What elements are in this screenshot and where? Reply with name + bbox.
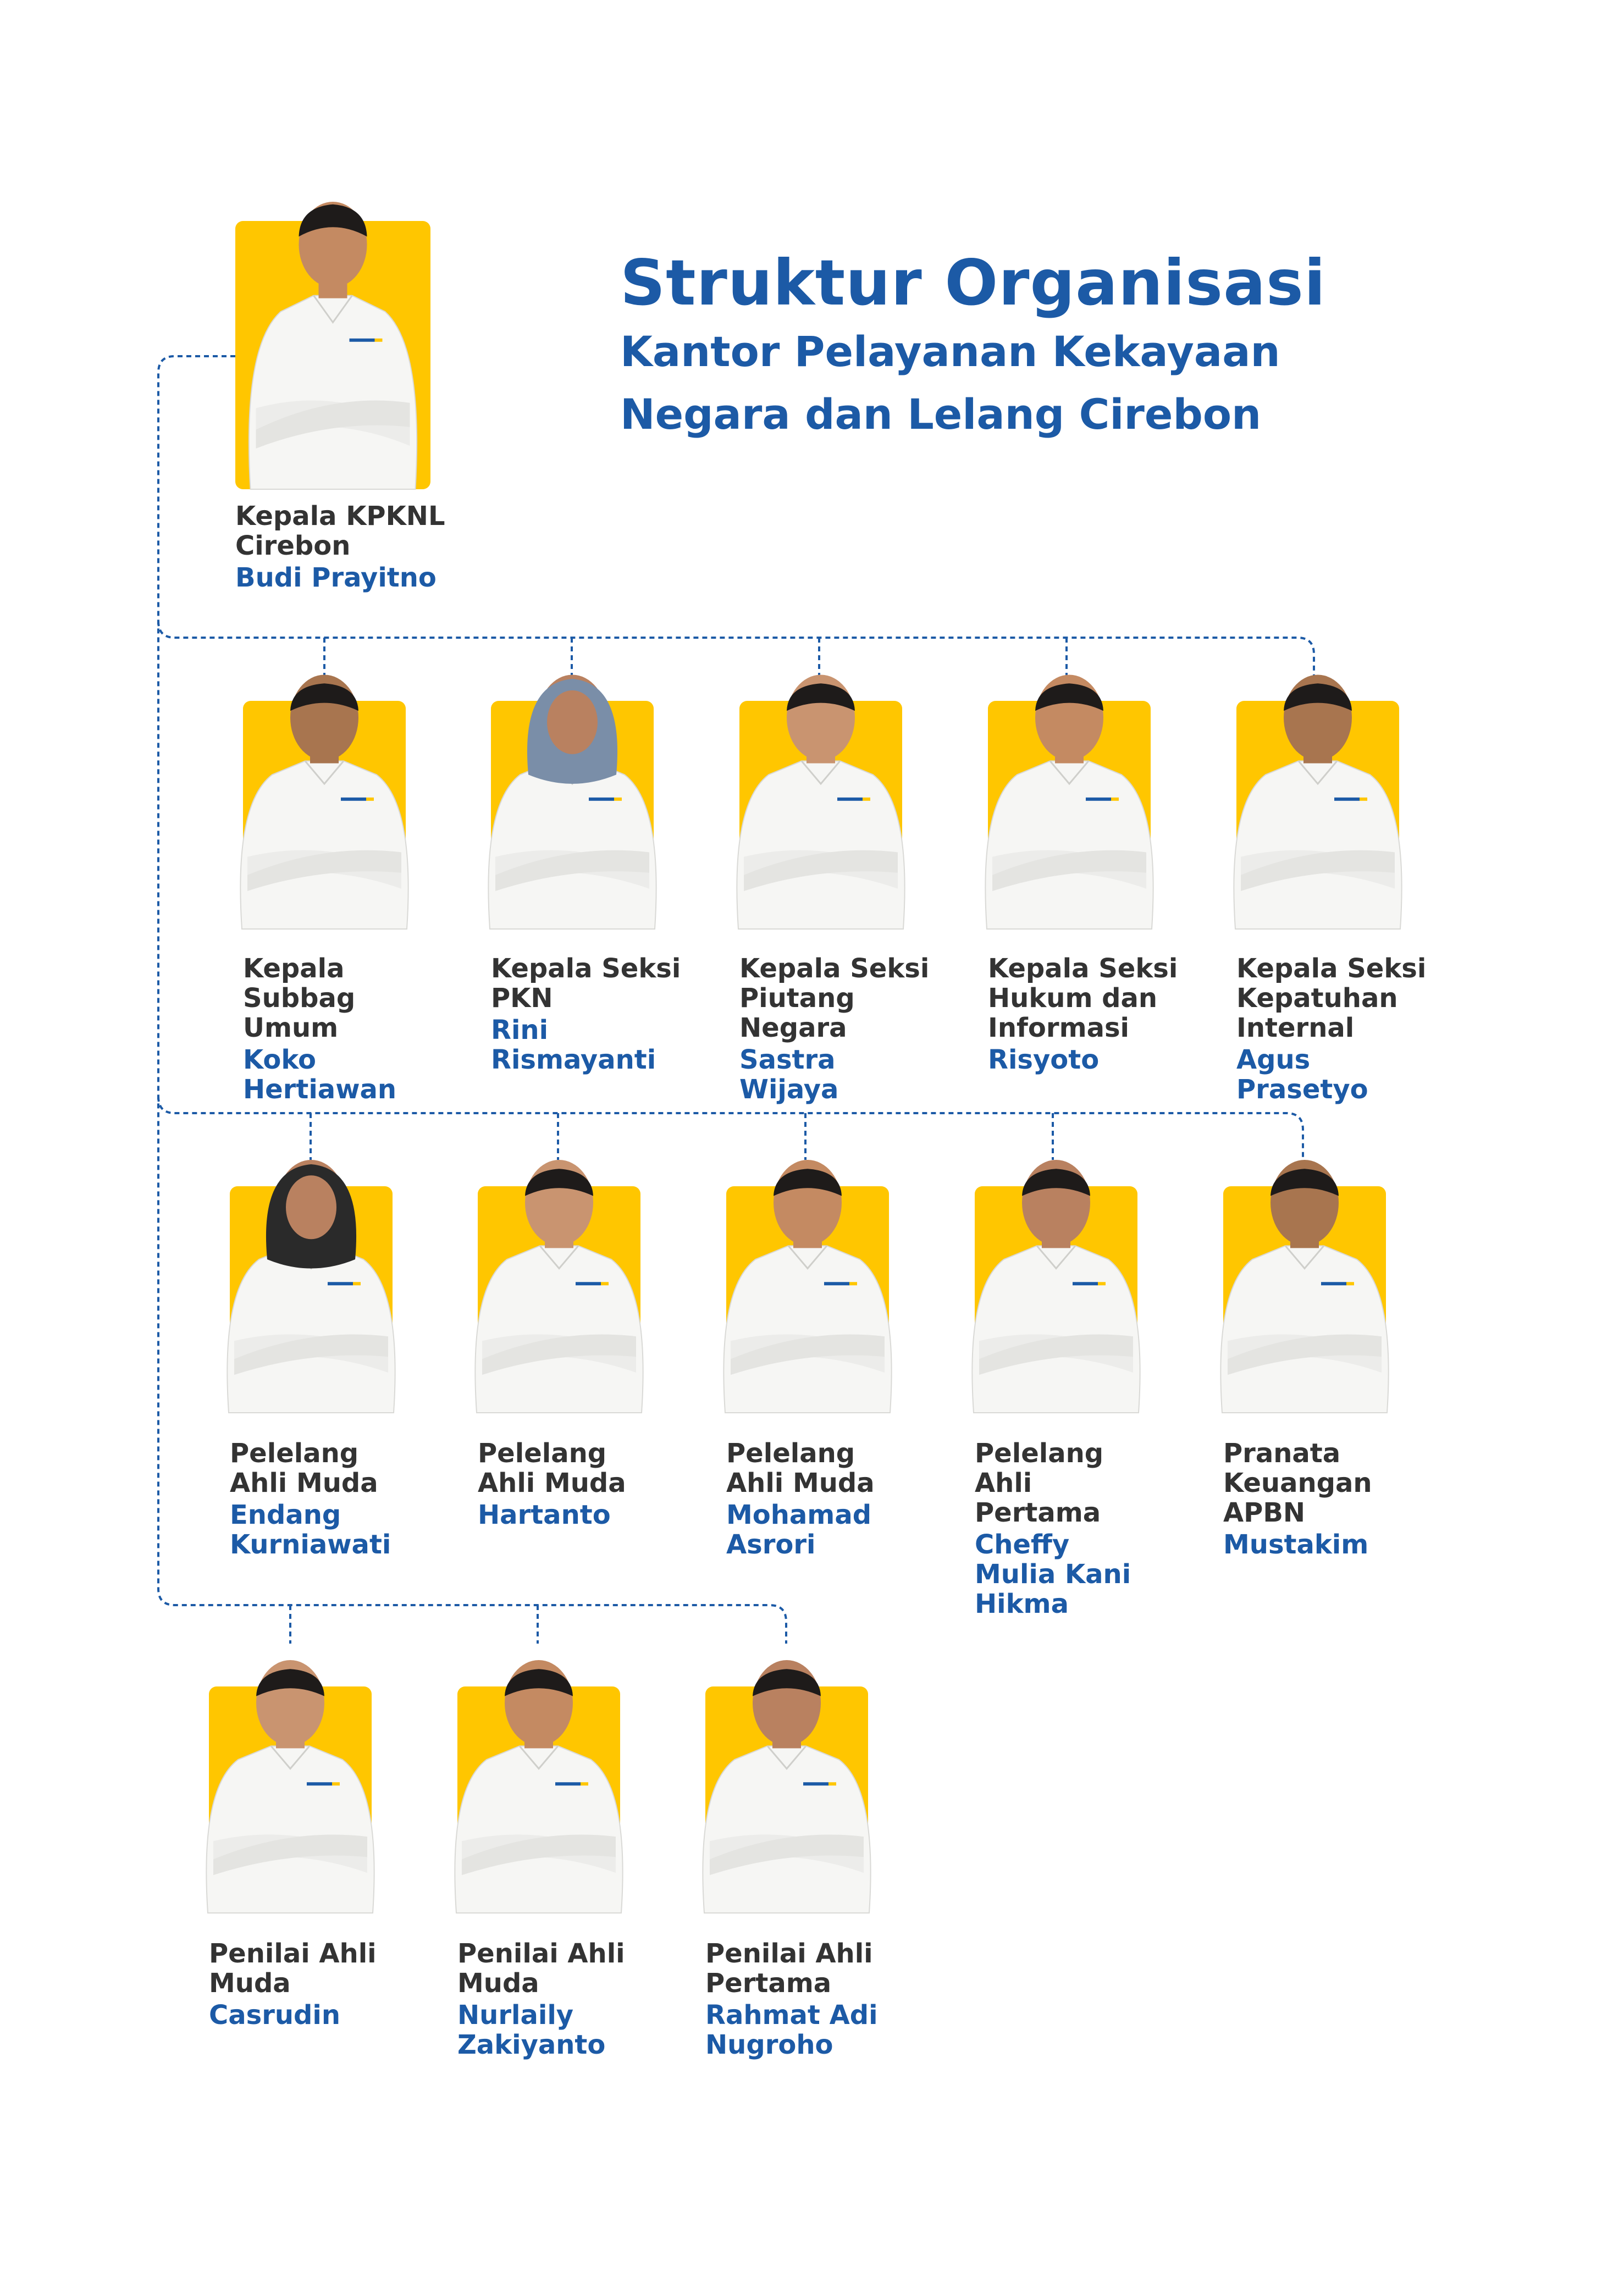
portrait-photo	[235, 221, 430, 489]
employee-name: Hartanto	[478, 1500, 611, 1530]
person-figure	[458, 679, 687, 929]
portrait-photo	[1223, 1186, 1386, 1413]
position-title: Pelelang Ahli Muda	[726, 1438, 875, 1498]
row1-bus	[158, 621, 1314, 682]
position-title: Kepala Seksi Piutang Negara	[739, 953, 930, 1043]
employee-name: Koko Hertiawan	[243, 1044, 397, 1105]
position-title: Kepala Seksi PKN	[491, 953, 681, 1014]
portrait-photo	[457, 1686, 620, 1913]
portrait-photo	[1236, 701, 1399, 929]
person-figure	[1203, 679, 1432, 929]
employee-name: Mustakim	[1223, 1529, 1369, 1560]
position-title: Penilai Ahli Muda	[457, 1938, 625, 1999]
row2-bus	[158, 1097, 1303, 1160]
employee-name: Risyoto	[988, 1044, 1100, 1075]
portrait-photo	[739, 701, 902, 929]
employee-name: Rahmat Adi Nugroho	[705, 2000, 878, 2060]
portrait-photo	[975, 1186, 1137, 1413]
person-figure	[1190, 1164, 1419, 1413]
page-title: Struktur Organisasi	[620, 246, 1326, 319]
person-figure	[672, 1664, 901, 1913]
position-title: Kepala KPKNL Cirebon	[235, 501, 445, 561]
portrait-photo	[705, 1686, 868, 1913]
person-figure	[210, 679, 439, 929]
portrait-photo	[726, 1186, 889, 1413]
employee-name: Casrudin	[209, 2000, 341, 2031]
position-title: Kepala Seksi Hukum dan Informasi	[988, 953, 1178, 1043]
portrait-photo	[230, 1186, 393, 1413]
page-subtitle-line-1: Kantor Pelayanan Kekayaan	[620, 327, 1280, 376]
position-title: Pelelang Ahli Pertama	[975, 1438, 1104, 1528]
employee-name: Mohamad Asrori	[726, 1500, 872, 1560]
person-figure	[202, 199, 463, 489]
portrait-photo	[243, 701, 406, 929]
portrait-photo	[209, 1686, 372, 1913]
position-title: Kepala Subbag Umum	[243, 953, 356, 1043]
person-figure	[197, 1164, 426, 1413]
employee-name: Agus Prasetyo	[1236, 1044, 1368, 1105]
person-figure	[942, 1164, 1170, 1413]
position-title: Pelelang Ahli Muda	[230, 1438, 378, 1498]
person-figure	[955, 679, 1184, 929]
position-title: Kepala Seksi Kepatuhan Internal	[1236, 953, 1427, 1043]
position-title: Pelelang Ahli Muda	[478, 1438, 626, 1498]
employee-name: Cheffy Mulia Kani Hikma	[975, 1529, 1131, 1619]
employee-name: Endang Kurniawati	[230, 1500, 391, 1560]
page-subtitle-line-2: Negara dan Lelang Cirebon	[620, 390, 1262, 439]
employee-name: Sastra Wijaya	[739, 1044, 839, 1105]
position-title: Penilai Ahli Pertama	[705, 1938, 873, 1999]
position-title: Penilai Ahli Muda	[209, 1938, 377, 1999]
person-figure	[706, 679, 935, 929]
portrait-photo	[988, 701, 1151, 929]
portrait-photo	[491, 701, 654, 929]
title-block	[620, 246, 1326, 440]
person-figure	[176, 1664, 405, 1913]
employee-name: Budi Prayitno	[235, 562, 437, 593]
person-figure	[693, 1164, 922, 1413]
employee-name: Nurlaily Zakiyanto	[457, 2000, 606, 2060]
position-title: Pranata Keuangan APBN	[1223, 1438, 1372, 1528]
person-figure	[424, 1664, 653, 1913]
portrait-photo	[478, 1186, 640, 1413]
employee-name: Rini Rismayanti	[491, 1015, 656, 1075]
person-figure	[445, 1164, 673, 1413]
